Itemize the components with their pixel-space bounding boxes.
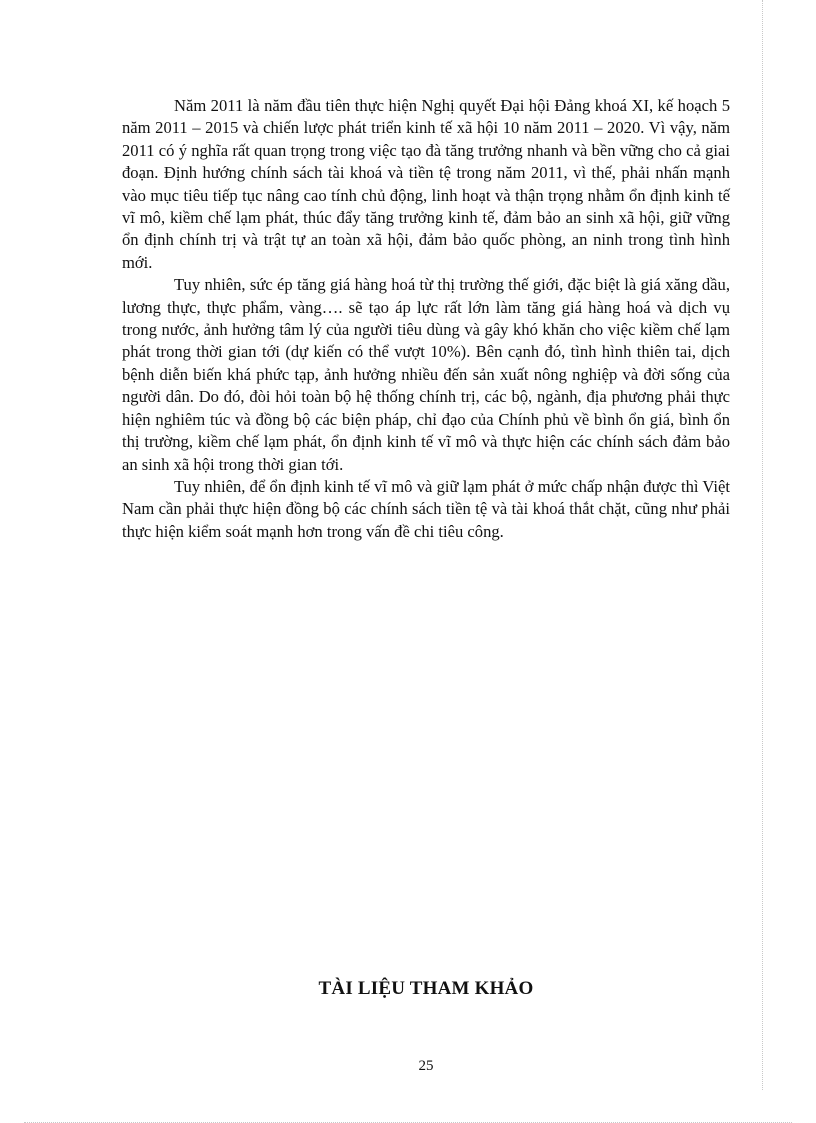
page-border-right: [762, 0, 763, 1090]
document-body: [122, 95, 730, 543]
references-heading: TÀI LIỆU THAM KHẢO: [318, 978, 534, 999]
page-number: 25: [418, 1058, 434, 1074]
paragraph-3: Tuy nhiên, để ổn định kinh tế vĩ mô và giữ lạm phát ở mức chấp nhận được thì Việt Nam cần phải thực hiện đồng bộ các chính sách tiền tệ và tài khoá thắt chặt, cũng như phải thực hiện kiểm soát mạnh hơn trong vấn đề chi tiêu công.: [122, 476, 730, 541]
paragraph-1: Năm 2011 là năm đầu tiên thực hiện Nghị quyết Đại hội Đảng khoá XI, kế hoạch 5 năm 2011 – 2015 và chiến lược phát triển kinh tế xã hội 10 năm 2011 – 2020. Vì vậy, năm 2011 có ý nghĩa rất quan trọng trong việc tạo đà tăng trưởng nhanh và bền vững cho cả giai đoạn. Định hướng chính sách tài khoá và tiền tệ trong năm 2011, vì thế, phải nhấn mạnh vào mục tiêu tiếp tục nâng cao tính chủ động, linh hoạt và thận trọng nhằm ổn định kinh tế vĩ mô, kiềm chế lạm phát, thúc đẩy tăng trưởng kinh tế, đảm bảo an sinh xã hội, giữ vững ổn định chính trị và trật tự an toàn xã hội, đảm bảo quốc phòng, an ninh trong tình hình mới.: [122, 96, 730, 272]
paragraph-2: Tuy nhiên, sức ép tăng giá hàng hoá từ thị trường thế giới, đặc biệt là giá xăng dầu, lương thực, thực phẩm, vàng…. sẽ tạo áp lực rất lớn làm tăng giá hàng hoá và dịch vụ trong nước, ảnh hưởng tâm lý của người tiêu dùng và gây khó khăn cho việc kiềm chế lạm phát trong thời gian tới (dự kiến có thể vượt 10%). Bên cạnh đó, tình hình thiên tai, dịch bệnh diễn biến khá phức tạp, ảnh hưởng nhiều đến sản xuất nông nghiệp và đời sống của người dân. Do đó, đòi hỏi toàn bộ hệ thống chính trị, các bộ, ngành, địa phương phải thực hiện nghiêm túc và đồng bộ các biện pháp, chỉ đạo của Chính phủ về bình ổn giá, bình ổn thị trường, kiềm chế lạm phát, ổn định kinh tế vĩ mô và thực hiện các chính sách đảm bảo an sinh xã hội trong thời gian tới.: [122, 275, 730, 474]
